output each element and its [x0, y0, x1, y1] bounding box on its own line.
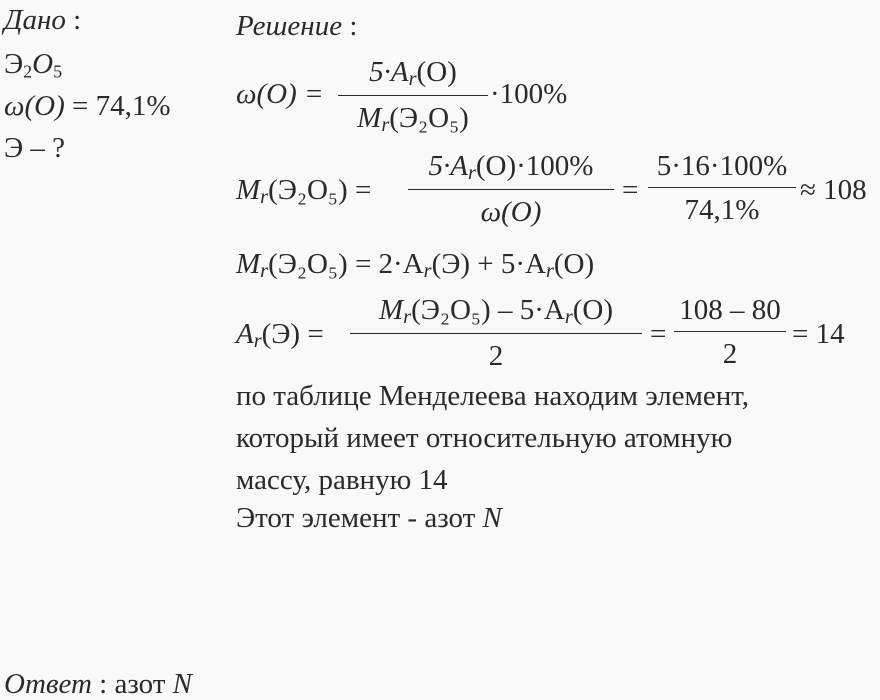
answer-symbol: N [172, 668, 193, 700]
eq2-denominator-2: 74,1% [684, 194, 760, 226]
eq4-denominator-1: 2 [488, 340, 504, 373]
eq1-fraction [338, 58, 488, 136]
eq2-approx: ≈ 108 [800, 174, 867, 206]
eq2-numerator-2: 5·16·100% [656, 150, 788, 182]
fraction-bar [350, 333, 642, 334]
given-title: Дано [4, 4, 66, 36]
fraction-bar [338, 95, 488, 96]
eq2-fraction-1 [408, 152, 614, 227]
conclusion: Этот элемент - азот N [236, 502, 502, 534]
given-find: Э – ? [4, 132, 66, 164]
answer: Ответ : азот N [4, 668, 193, 700]
eq1-numerator: 5·Ar(O) [369, 56, 457, 91]
eq4-denominator-2: 2 [722, 338, 738, 370]
eq2-numerator-1: 5·Ar(O)·100% [428, 150, 594, 185]
eq4-lhs: Ar(Э) = [236, 318, 324, 353]
eq4-fraction-2 [674, 296, 786, 369]
eq4-numerator-1: Mr(Э₂O₅) – 5·Ar(O) [379, 294, 613, 329]
fraction-bar [648, 187, 796, 188]
eq1-denominator: Mr(Э₂O₅) [357, 102, 469, 137]
eq2-lhs: Mr(Э₂O₅) = [236, 174, 372, 209]
solution-title: Решение [236, 10, 343, 42]
eq2-denominator-1: ω(O) [480, 196, 542, 229]
eq1-lhs: ω(O) = [236, 78, 324, 110]
answer-title: Ответ [4, 668, 92, 700]
solution-heading: Решение : [236, 10, 358, 42]
eq2-fraction-2 [648, 152, 796, 225]
formula-oxygen: O [32, 48, 54, 80]
given-omega: ω(O) = 74,1% [4, 90, 171, 122]
eq1-tail: ·100% [490, 78, 568, 110]
answer-text: азот [114, 668, 166, 700]
eq4-numerator-2: 108 – 80 [679, 294, 781, 326]
eq4-result: = 14 [792, 318, 845, 350]
formula-element: Э [4, 48, 24, 80]
eq3: Mr(Э₂O₅) = 2·Ar(Э) + 5·Ar(O) [236, 248, 595, 283]
eq4-fraction-1 [350, 296, 642, 371]
text-line-1: по таблице Менделеева находим элемент, [236, 380, 749, 412]
conclusion-symbol: N [482, 502, 502, 534]
fraction-bar [674, 331, 786, 332]
given-heading [4, 6, 81, 35]
eq2-equals: = [622, 174, 639, 206]
given-formula: $Э_2O_5$ [4, 48, 63, 82]
text-line-3: массу, равную 14 [236, 464, 448, 496]
fraction-bar [408, 189, 614, 190]
given-colon: : [73, 4, 82, 36]
eq4-equals: = [650, 318, 667, 350]
text-line-2: который имеет относительную атомную [236, 422, 733, 454]
